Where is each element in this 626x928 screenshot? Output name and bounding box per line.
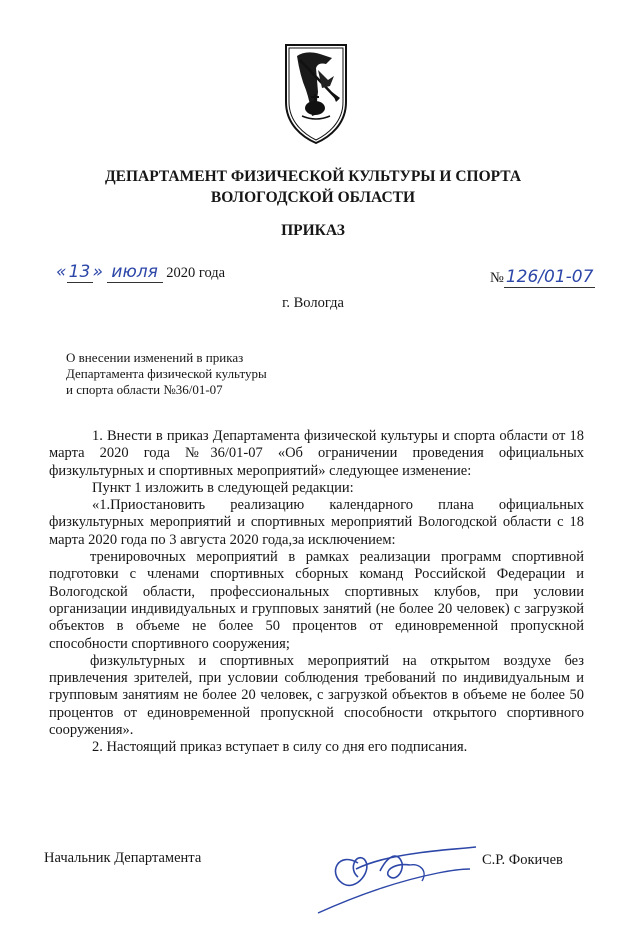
date-suffix: года: [198, 265, 226, 281]
organization-name-line1: ДЕПАРТАМЕНТ ФИЗИЧЕСКОЙ КУЛЬТУРЫ И СПОРТА: [104, 168, 522, 185]
signatory-title: Начальник Департамента: [44, 850, 202, 866]
city: г. Вологда: [282, 295, 344, 311]
organization-name-line2: ВОЛОГОДСКОЙ ОБЛАСТИ: [210, 189, 416, 206]
paragraph-point-1: Пункт 1 изложить в следующей редакции:: [92, 479, 354, 496]
paragraph-exception-outdoor: физкультурных и спортивных мероприятий на открытом воздухе без привлечения зрителей, при условии соблюдения требований по индивидуальным и групповым занятиям не более 20 человек, с загрузкой объектов в объеме не более 50 процентов от единовременной пропускной способности открытого спортивного сооружения».: [49, 652, 584, 739]
paragraph-new-point: «1.Приостановить реализацию календарного плана официальных физкультурных мероприятий и спортивных мероприятий Вологодской области с 18 марта 2020 года по 3 августа 2020 года,за исключением:: [49, 497, 584, 548]
date-close-quote: »: [92, 262, 103, 282]
organization-name: [0, 166, 626, 208]
subject-block: [66, 350, 267, 398]
subject-line: и спорта области №36/01-07: [66, 382, 223, 397]
date-month: июля: [107, 263, 163, 283]
document-date: [56, 262, 225, 283]
body-text: [49, 428, 584, 757]
paragraph-item-2: 2. Настоящий приказ вступает в силу со дня его подписания.: [92, 739, 468, 756]
paragraph-item-1: 1. Внести в приказ Департамента физической культуры и спорта области от 18 марта 2020 года №36/01-07 «Об ограничении проведения официальных физкультурных и спортивных мероприятий» следующее изменение:: [49, 428, 584, 479]
vologda-coat-of-arms-icon: [282, 42, 350, 146]
number-value: 126/01-07: [505, 267, 594, 287]
date-day: 13: [67, 263, 93, 283]
document-number: [490, 268, 595, 288]
subject-line: О внесении изменений в приказ: [66, 350, 244, 365]
date-open-quote: «: [56, 262, 67, 282]
date-year: 2020: [166, 265, 196, 281]
number-sign: №: [490, 270, 504, 286]
document-type: ПРИКАЗ: [281, 222, 345, 239]
handwritten-signature-icon: [298, 823, 488, 923]
subject-line: Департамента физической культуры: [66, 366, 267, 381]
paragraph-exception-training: тренировочных мероприятий в рамках реализации программ спортивной подготовки с членами спортивных сборных команд Российской Федерации и Вологодской области, профессиональных спортивных клубов, при условии организации индивидуальных и групповых занятий (не более 20 человек) с загрузкой объектов в объеме не более 50 процентов от единовременной пропускной способности спортивного сооружения;: [49, 549, 584, 652]
signer-name: С.Р. Фокичев: [482, 852, 563, 868]
